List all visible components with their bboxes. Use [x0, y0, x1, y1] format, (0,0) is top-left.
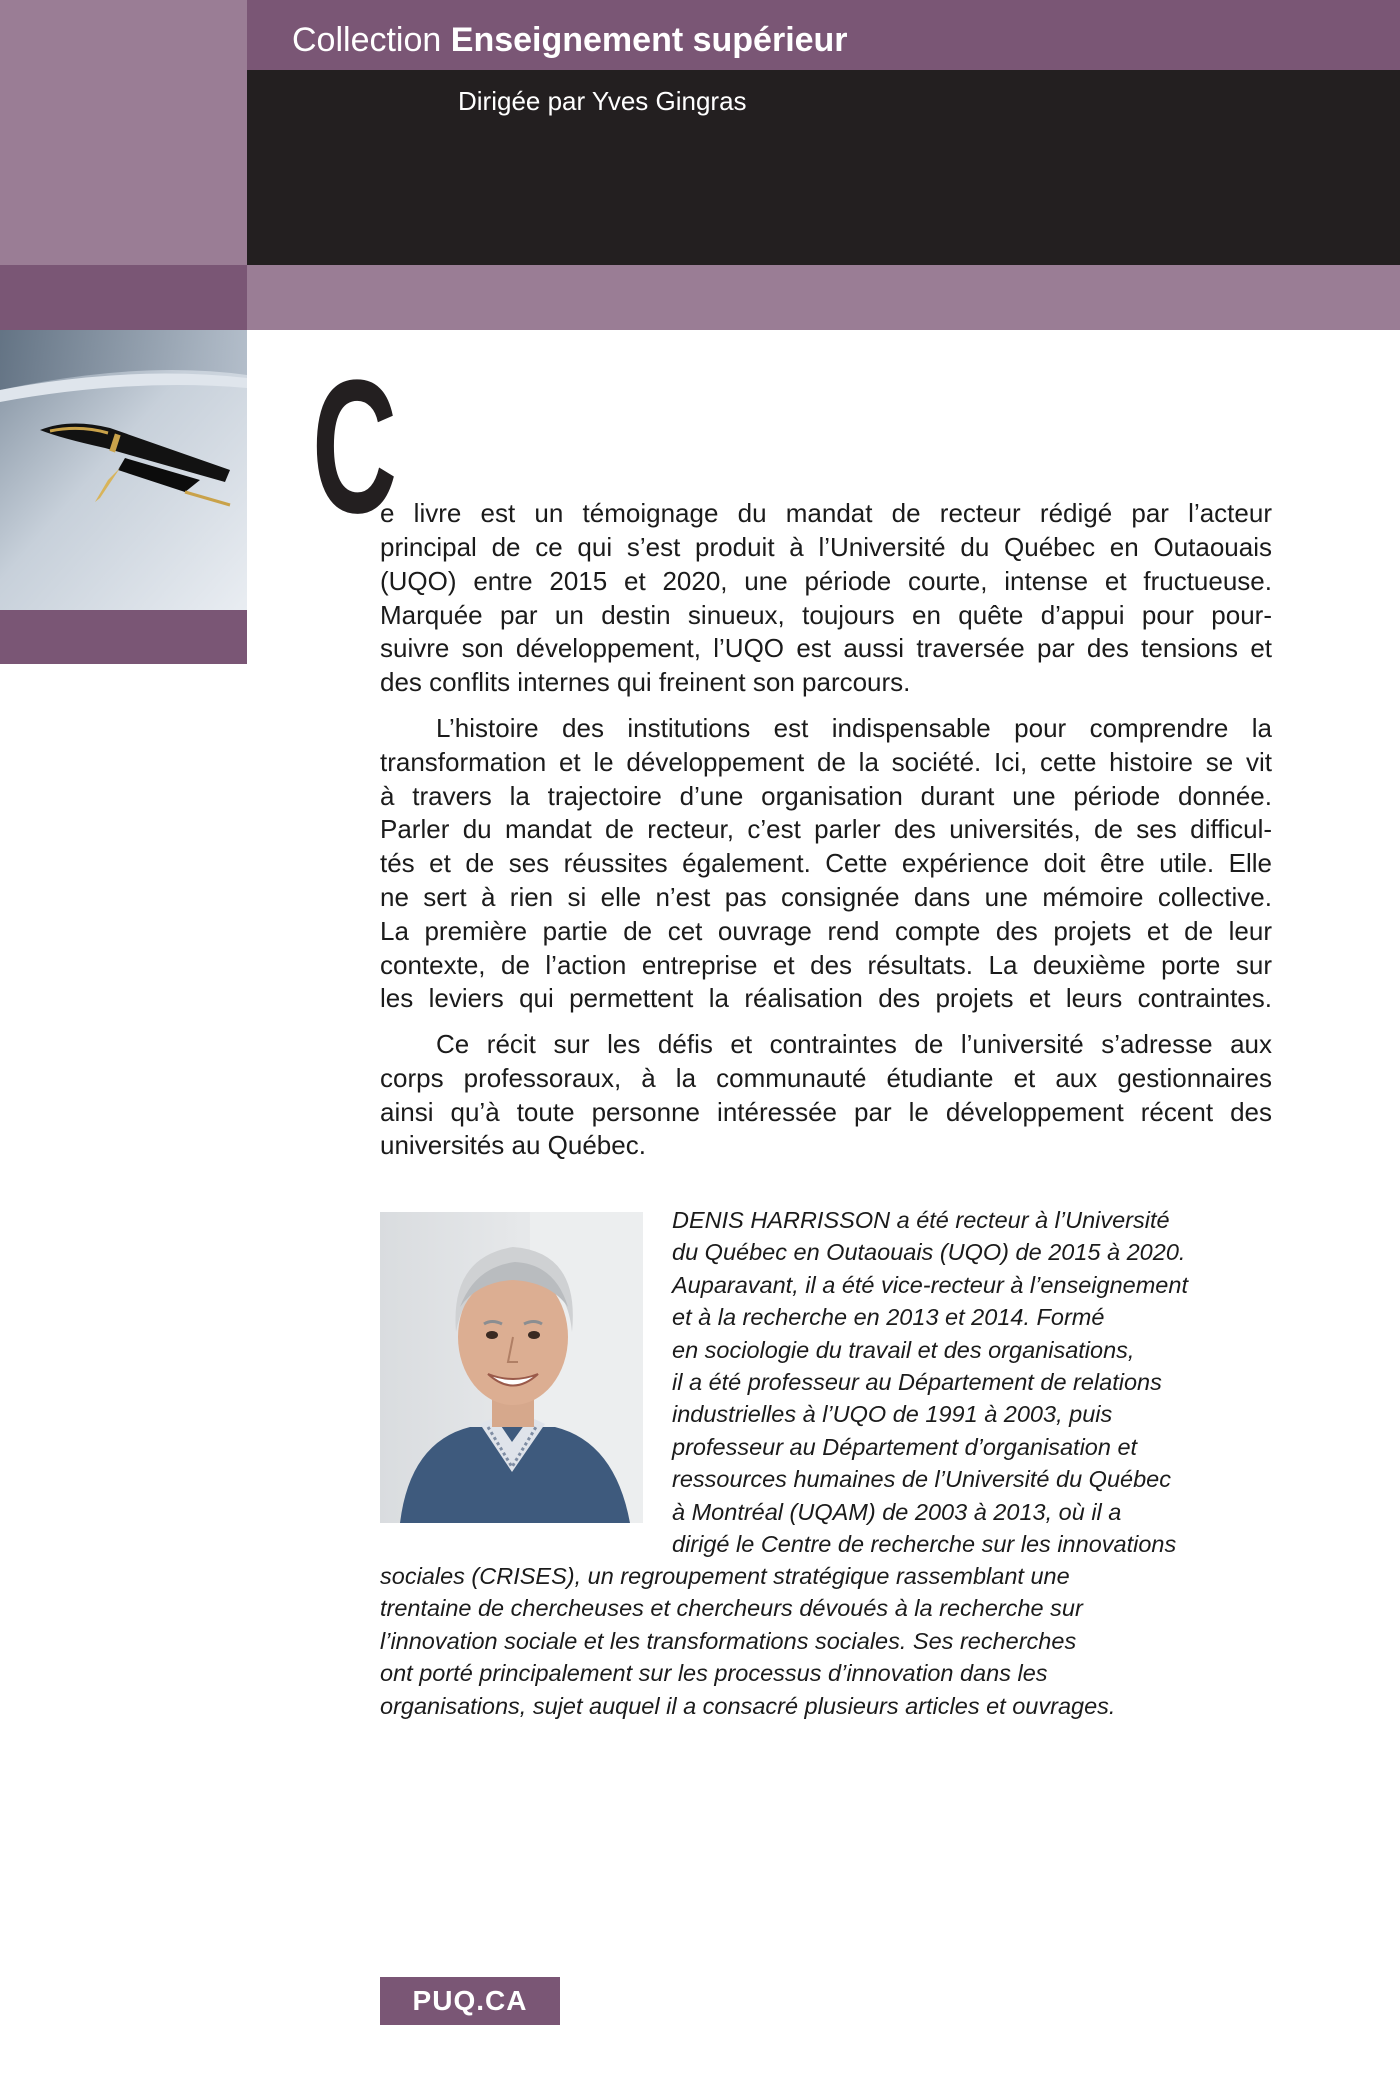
- text-line: ressources humaines de l’Université du Québec: [672, 1466, 1171, 1493]
- collection-prefix: Collection: [292, 21, 442, 59]
- text-line: et à la recherche en 2013 et 2014. Formé: [672, 1304, 1105, 1331]
- text-line: Marquée par un destin sinueux, toujours en quête d’appui pour pour-: [380, 599, 1272, 630]
- collection-title: [292, 18, 848, 62]
- text-line: à travers la trajectoire d’une organisation durant une période donnée.: [380, 780, 1272, 811]
- publisher-website-badge[interactable]: PUQ.CA: [380, 1977, 560, 2025]
- text-line: principal de ce qui s’est produit à l’Université du Québec en Outaouais: [380, 532, 1272, 562]
- text-line: à Montréal (UQAM) de 2003 à 2013, où il a: [672, 1498, 1122, 1525]
- author-bio-continued: [380, 1560, 1284, 1722]
- summary-paragraph-1: [380, 531, 1272, 700]
- header-band-left: [0, 0, 247, 265]
- text-line: (UQO) entre 2015 et 2020, une période courte, intense et fructueuse.: [380, 565, 1272, 596]
- text-line: suivre son développement, l’UQO est aussi traversée par des tensions et: [380, 633, 1272, 664]
- text-line: ne sert à rien si elle n’est pas consignée dans une mémoire collective.: [380, 881, 1272, 912]
- text-line: industrielles à l’UQO de 1991 à 2003, puis: [672, 1401, 1113, 1428]
- text-line: sociales (CRISES), un regroupement stratégique rassemblant une: [380, 1563, 1070, 1589]
- fountain-pen-photo: [0, 330, 247, 610]
- text-line: universités au Québec.: [380, 1130, 646, 1161]
- text-line: l’innovation sociale et les transformations sociales. Ses recherches: [380, 1627, 1077, 1654]
- text-line: contexte, de l’action entreprise et des résultats. La deuxième porte sur: [380, 949, 1272, 980]
- text-line: DENIS HARRISSON a été recteur à l’Université: [672, 1207, 1170, 1233]
- collection-name: Enseignement supérieur: [450, 21, 848, 59]
- header-band-lower-right: [247, 265, 1400, 330]
- text-line: tés et de ses réussites également. Cette expérience doit être utile. Elle: [380, 848, 1272, 879]
- collection-editor: Dirigée par Yves Gingras: [458, 86, 747, 116]
- summary-paragraph-3: [380, 1028, 1272, 1163]
- text-line: ainsi qu’à toute personne intéressée par le développement récent des: [380, 1096, 1272, 1127]
- text-line: L’histoire des institutions est indispensable pour comprendre la: [436, 713, 1272, 743]
- text-line: Ce récit sur les défis et contraintes de l’université s’adresse aux: [436, 1029, 1272, 1059]
- author-bio-side: [672, 1204, 1284, 1560]
- text-line: organisations, sujet auquel il a consacré plusieurs articles et ouvrages.: [380, 1692, 1116, 1719]
- header-band-lower-left: [0, 265, 247, 330]
- band-under-photo: [0, 610, 247, 664]
- text-line: e livre est un témoignage du mandat de recteur rédigé par l’acteur: [380, 498, 1272, 528]
- drop-cap: C: [312, 341, 398, 553]
- text-line: transformation et le développement de la société. Ici, cette histoire se vit: [380, 746, 1272, 777]
- text-line: les leviers qui permettent la réalisation des projets et leurs contraintes.: [380, 983, 1272, 1014]
- text-line: Parler du mandat de recteur, c’est parler des universités, de ses difficul-: [380, 814, 1272, 845]
- text-line: professeur au Département d’organisation et: [672, 1433, 1138, 1460]
- text-line: des conflits internes qui freinent son parcours.: [380, 667, 911, 698]
- summary-paragraph-2: [380, 712, 1272, 1016]
- text-line: trentaine de chercheuses et chercheurs dévoués à la recherche sur: [380, 1595, 1083, 1622]
- header-band-dark: [247, 70, 1400, 265]
- text-line: ont porté principalement sur les processus d’innovation dans les: [380, 1660, 1048, 1687]
- text-line: La première partie de cet ouvrage rend compte des projets et de leur: [380, 915, 1272, 946]
- text-line: dirigé le Centre de recherche sur les innovations: [672, 1530, 1177, 1557]
- text-line: corps professoraux, à la communauté étudiante et aux gestionnaires: [380, 1062, 1272, 1093]
- text-line: en sociologie du travail et des organisations,: [672, 1336, 1135, 1363]
- author-photo: [380, 1212, 643, 1523]
- text-line: Auparavant, il a été vice-recteur à l’enseignement: [672, 1271, 1188, 1298]
- text-line: il a été professeur au Département de relations: [672, 1368, 1162, 1395]
- text-line: du Québec en Outaouais (UQO) de 2015 à 2020.: [672, 1239, 1186, 1266]
- summary-paragraph-1-first-line: [380, 497, 1272, 531]
